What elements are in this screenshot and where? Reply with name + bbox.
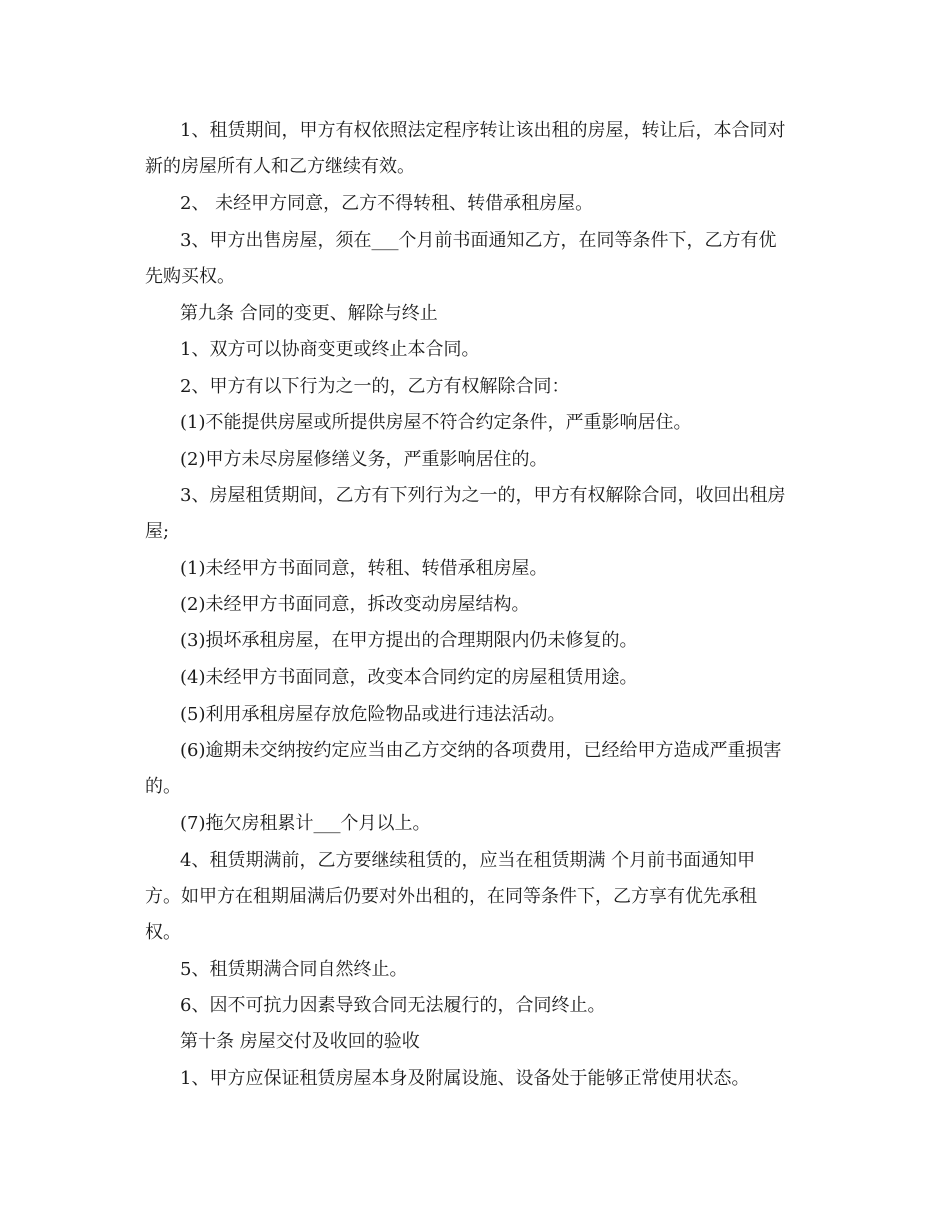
text-line: 先购买权。 [145, 266, 235, 287]
text-line: 2、甲方有以下行为之一的，乙方有权解除合同： [180, 376, 570, 397]
text-line: 方。如甲方在租期届满后仍要对外出租的，在同等条件下，乙方享有优先承租 [145, 886, 757, 907]
text-line: (2)未经甲方书面同意，拆改变动房屋结构。 [180, 594, 530, 615]
text-line: 6、因不可抗力因素导致合同无法履行的，合同终止。 [180, 995, 606, 1016]
section-heading: 第十条 房屋交付及收回的验收 [180, 1031, 420, 1052]
text-line: 的。 [145, 776, 181, 797]
text-line: 新的房屋所有人和乙方继续有效。 [145, 156, 415, 177]
text-line: 4、租赁期满前，乙方要继续租赁的，应当在租赁期满 个月前书面通知甲 [180, 850, 756, 871]
text-line: (5)利用承租房屋存放危险物品或进行违法活动。 [180, 704, 566, 725]
text-line: 1、甲方应保证租赁房屋本身及附属设施、设备处于能够正常使用状态。 [180, 1068, 750, 1089]
text-line: (1)未经甲方书面同意，转租、转借承租房屋。 [180, 558, 548, 579]
text-line: 2、 未经甲方同意，乙方不得转租、转借承租房屋。 [180, 193, 594, 214]
text-line: (4)未经甲方书面同意，改变本合同约定的房屋租赁用途。 [180, 667, 638, 688]
text-line: 3、甲方出售房屋，须在___个月前书面通知乙方，在同等条件下，乙方有优 [180, 230, 777, 251]
text-line: (2)甲方未尽房屋修缮义务，严重影响居住的。 [180, 449, 548, 470]
text-line: 1、双方可以协商变更或终止本合同。 [180, 339, 480, 360]
text-line: 屋; [145, 521, 170, 542]
text-line: 权。 [145, 922, 181, 943]
section-heading: 第九条 合同的变更、解除与终止 [180, 303, 438, 324]
text-line: 3、房屋租赁期间，乙方有下列行为之一的，甲方有权解除合同，收回出租房 [180, 485, 786, 506]
text-line: (6)逾期未交纳按约定应当由乙方交纳的各项费用，已经给甲方造成严重损害 [180, 740, 782, 761]
text-line: 1、租赁期间，甲方有权依照法定程序转让该出租的房屋，转让后，本合同对 [180, 120, 786, 141]
text-line: (1)不能提供房屋或所提供房屋不符合约定条件，严重影响居住。 [180, 412, 692, 433]
text-line: 5、租赁期满合同自然终止。 [180, 959, 408, 980]
text-line: (3)损坏承租房屋，在甲方提出的合理期限内仍未修复的。 [180, 630, 638, 651]
text-line: (7)拖欠房租累计___个月以上。 [180, 813, 431, 834]
